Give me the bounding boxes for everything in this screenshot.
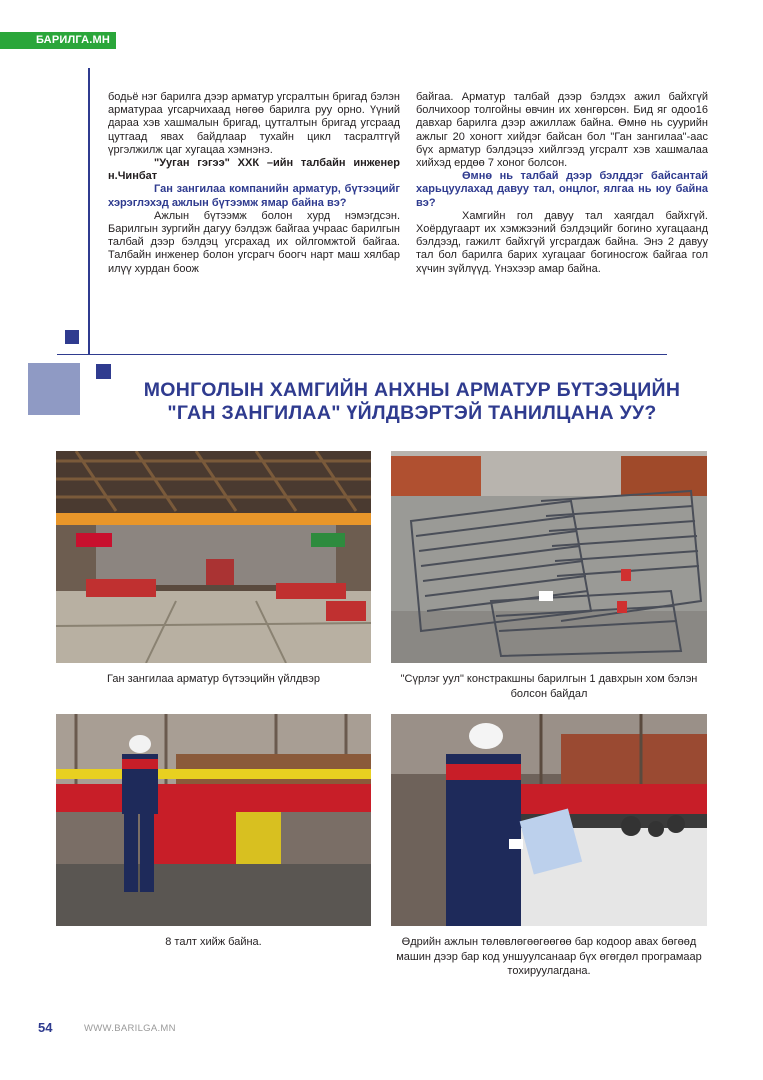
decor-square-small-right [96, 364, 111, 379]
paragraph: бодьё нэг барилга дээр арматур угсралтын бригад бэлэн арматураа угсарчихаад нөгөө барилга руу орно. Үүний дараа хэв хашмалын бригад, цутгалтын бригад угсраад цутгаад явах байдлаар тухайн цикл тасралтгүй үргэлжилж цаг хугацаа хэмнэнэ. [108, 91, 400, 156]
article-right-column [416, 91, 708, 276]
decor-square-large [28, 363, 80, 415]
feature-headline [90, 379, 734, 425]
rebar-cages-photo [391, 451, 707, 663]
section-tab [0, 32, 116, 49]
photo-caption: 8 талт хийж байна. [165, 936, 262, 948]
question: Ган зангилаа компанийн арматур, бүтээцийг хэрэглэхэд ажлын бүтээмж ямар байна вэ? [108, 183, 400, 209]
decor-vertical-rule [88, 68, 90, 355]
paragraph: Хамгийн гол давуу тал хаягдал байхгүй. Хоёрдугаарт их хэмжээний бэлдэцийг богино хугацаанд бэлдээд, гажилт байхгүй угсрагдаж байна. Энэ 2 давуу тал бол барилга барих хугацааг богиносгож байгаа гол хүчин зүйлүүд. Үнэхээр амар байна. [416, 209, 708, 275]
worker-machine-photo [56, 714, 371, 926]
question: Өмнө нь талбай дээр бэлддэг байсантай харьцуулахад давуу тал, онцлог, ялгаа нь юу байна вэ? [416, 170, 708, 209]
photo-caption: Өдрийн ажлын төлөвлөгөөгөөгөө бар кодоор авах бөгөөд машин дээр бар код уншуулсанаар бүх өгөгдөл програмаар тохируулагдана. [396, 936, 702, 977]
photo-caption: "Сүрлэг уул" констракшны барилгын 1 давхрын хом бэлэн болсон байдал [400, 673, 698, 700]
decor-square-small [65, 330, 79, 344]
page-number: 54 [38, 1020, 53, 1035]
headline-line-1: МОНГОЛЫН ХАМГИЙН АНХНЫ АРМАТУР БҮТЭЭЦИЙН [143, 379, 681, 401]
paragraph: Ажлын бүтээмж болон хурд нэмэгдсэн. Барилгын зургийн дагуу бэлдэж байгаа учраас барилгын талбай дээр бэлдэц угсрахад их ойлгомжтой байгаа. Талбайн инженер болон угсрагч боогч нарт маш хялбар илүү хурдан боож [108, 209, 400, 275]
paragraph: байгаа. Арматур талбай дээр бэлдэх ажил байхгүй болчихоор толгойны өвчин их хөнгөрсөн. Бид яг одоо16 давхар барилга дээр ажиллаж байна. Өмнө нь суурийн ажлыг 20 хоногт хийдэг байсан бол "Ган зангилаа"-аас бүх арматур бэлдэцээ хийлгээд угсралт хэв хашмалаа хийхэд ердөө 7 хоног болсон. [416, 91, 708, 170]
interviewee-name: "Ууган гэгээ" ХХК –ийн талбайн инженер н.Чинбат [108, 157, 400, 183]
photo-caption: Ган зангилаа арматур бүтээцийн үйлдвэр [107, 673, 320, 685]
headline-line-2: "ГАН ЗАНГИЛАА" ҮЙЛДВЭРТЭЙ ТАНИЛЦАНА УУ? [167, 402, 657, 424]
website-url[interactable]: WWW.BARILGA.MN [84, 1023, 176, 1034]
article-left-column [108, 91, 400, 276]
factory-hall-photo [56, 451, 371, 663]
barcode-scan-photo [391, 714, 707, 926]
section-label: БАРИЛГА.МН [36, 34, 111, 46]
decor-horizontal-rule [57, 354, 667, 355]
